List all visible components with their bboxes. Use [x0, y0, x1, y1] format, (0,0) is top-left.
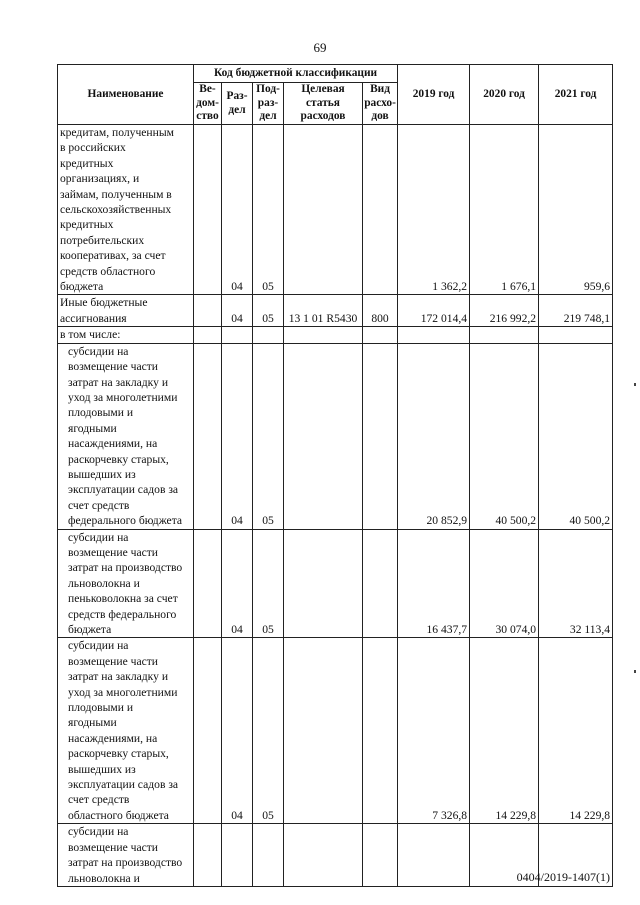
row-value-2021	[539, 327, 613, 343]
row-name: субсидии на возмещение части затрат на производство льноволокна и пеньковолокна за счет средств федерального бюджета	[58, 529, 194, 638]
row-vedomstvo	[194, 824, 222, 887]
row-expense-type	[363, 824, 398, 887]
row-target-article: 13 1 01 R5430	[284, 295, 363, 327]
header-podrazdel: Под- раз- дел	[253, 83, 284, 125]
header-year-2020: 2020 год	[470, 65, 539, 125]
row-podrazdel: 05	[253, 638, 284, 824]
row-vedomstvo	[194, 327, 222, 343]
row-value-2020: 40 500,2	[470, 343, 539, 529]
row-podrazdel: 05	[253, 343, 284, 529]
row-value-2019: 1 362,2	[398, 125, 470, 295]
row-podrazdel: 05	[253, 529, 284, 638]
row-value-2021: 219 748,1	[539, 295, 613, 327]
budget-table	[57, 64, 613, 887]
row-target-article	[284, 824, 363, 887]
row-razdel	[222, 824, 253, 887]
row-name: субсидии на возмещение части затрат на закладку и уход за многолетними плодовыми и ягодными насаждениями, на раскорчевку старых, вышедших из эксплуатации садов за счет средств федерального бюджета	[58, 343, 194, 529]
header-year-2021: 2021 год	[539, 65, 613, 125]
row-razdel	[222, 327, 253, 343]
row-value-2019	[398, 327, 470, 343]
row-podrazdel	[253, 824, 284, 887]
row-razdel: 04	[222, 125, 253, 295]
row-vedomstvo	[194, 125, 222, 295]
row-value-2020: 14 229,8	[470, 638, 539, 824]
row-target-article	[284, 125, 363, 295]
header-year-2019: 2019 год	[398, 65, 470, 125]
row-vedomstvo	[194, 638, 222, 824]
row-value-2021: 959,6	[539, 125, 613, 295]
row-value-2021: 32 113,4	[539, 529, 613, 638]
table-row	[58, 295, 613, 327]
table-row	[58, 343, 613, 529]
header-vedomstvo: Ве- дом- ство	[194, 83, 222, 125]
row-vedomstvo	[194, 529, 222, 638]
scan-mark	[634, 383, 636, 386]
row-razdel: 04	[222, 295, 253, 327]
row-target-article	[284, 529, 363, 638]
row-vedomstvo	[194, 343, 222, 529]
budget-table-body	[58, 125, 613, 887]
row-value-2020: 30 074,0	[470, 529, 539, 638]
row-value-2020: 1 676,1	[470, 125, 539, 295]
table-row	[58, 638, 613, 824]
row-vedomstvo	[194, 295, 222, 327]
header-razdel: Раз- дел	[222, 83, 253, 125]
row-name: субсидии на возмещение части затрат на закладку и уход за многолетними плодовыми и ягодными насаждениями, на раскорчевку старых, вышедших из эксплуатации садов за счет средств областного бюджета	[58, 638, 194, 824]
row-value-2021: 40 500,2	[539, 343, 613, 529]
page-number: 69	[313, 40, 327, 55]
row-expense-type	[363, 638, 398, 824]
row-value-2019: 16 437,7	[398, 529, 470, 638]
row-podrazdel: 05	[253, 295, 284, 327]
row-expense-type: 800	[363, 295, 398, 327]
row-value-2019: 20 852,9	[398, 343, 470, 529]
row-expense-type	[363, 343, 398, 529]
row-expense-type	[363, 529, 398, 638]
row-value-2020	[470, 327, 539, 343]
row-podrazdel	[253, 327, 284, 343]
row-name: субсидии на возмещение части затрат на производство льноволокна и	[58, 824, 194, 887]
row-target-article	[284, 638, 363, 824]
row-value-2020: 216 992,2	[470, 295, 539, 327]
scan-mark	[634, 670, 636, 673]
row-expense-type	[363, 125, 398, 295]
row-podrazdel: 05	[253, 125, 284, 295]
row-target-article	[284, 343, 363, 529]
row-razdel: 04	[222, 529, 253, 638]
table-row	[58, 125, 613, 295]
row-expense-type	[363, 327, 398, 343]
header-name: Наименование	[58, 65, 194, 125]
header-classification-group: Код бюджетной классификации	[194, 65, 398, 83]
table-row	[58, 327, 613, 343]
row-value-2019	[398, 824, 470, 887]
header-expense-type: Вид расхо- дов	[363, 83, 398, 125]
row-razdel: 04	[222, 638, 253, 824]
row-value-2019: 7 326,8	[398, 638, 470, 824]
row-value-2021: 14 229,8	[539, 638, 613, 824]
header-row-top	[58, 65, 613, 83]
row-name: кредитам, полученным в российских кредитных организациях, и займам, полученным в сельскохозяйственных кредитных потребительских кооперативах, за счет средств областного бюджета	[58, 125, 194, 295]
document-code: 0404/2019-1407(1)	[516, 870, 610, 884]
table-row	[58, 529, 613, 638]
row-value-2019: 172 014,4	[398, 295, 470, 327]
header-target-article: Целевая статья расходов	[284, 83, 363, 125]
row-razdel: 04	[222, 343, 253, 529]
row-name: Иные бюджетные ассигнования	[58, 295, 194, 327]
row-target-article	[284, 327, 363, 343]
row-name: в том числе:	[58, 327, 194, 343]
